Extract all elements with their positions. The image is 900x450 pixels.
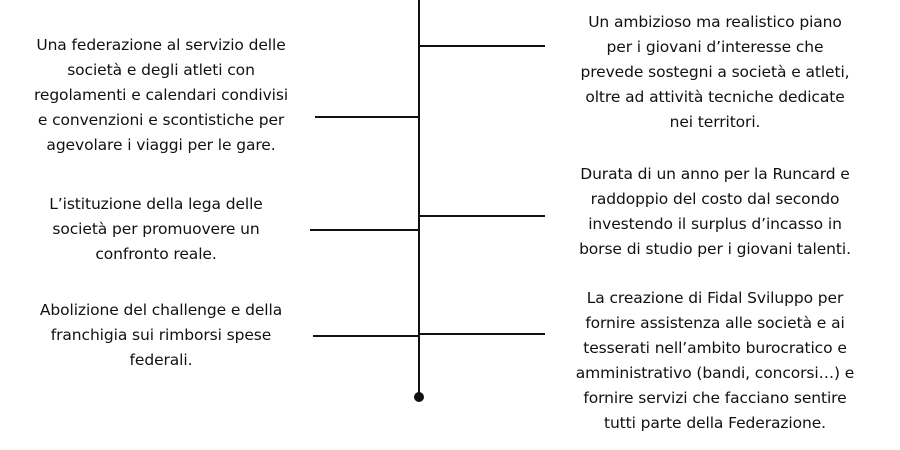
text-line: fornire servizi che facciano sentire [583,389,847,407]
text-line: società per promuovere un [52,220,260,238]
text-line: regolamenti e calendari condivisi [33,86,289,104]
text-line: tutti parte della Federazione. [603,414,826,432]
right-item-2 [548,162,882,262]
timeline-end-dot [414,392,424,402]
text-line: raddoppio del costo dal secondo [590,190,840,208]
text-line: La creazione di Fidal Sviluppo per [586,289,844,307]
text-line: oltre ad attività tecniche dedicate [585,88,845,106]
text-line: Un ambizioso ma realistico piano [588,13,842,31]
text-line: Durata di un anno per la Runcard e [580,165,850,183]
left-item-3 [6,298,316,373]
text-line: prevede sostegni a società e atleti, [580,63,850,81]
right-item-3 [548,286,882,436]
text-line: L’istituzione della lega delle [49,195,263,213]
text-line: Una federazione al servizio delle [36,36,286,54]
right-item-1 [548,10,882,135]
left-item-2 [6,192,306,267]
text-line: fornire assistenza alle società e ai [585,314,845,332]
text-line: amministrativo (bandi, concorsi…) e [575,364,855,382]
text-line: società e degli atleti con [67,61,255,79]
text-line: tesserati nell’ambito burocratico e [583,339,847,357]
text-line: confronto reale. [95,245,217,263]
text-line: nei territori. [669,113,761,131]
text-line: per i giovani d’interesse che [606,38,824,56]
text-line: Abolizione del challenge e della [39,301,283,319]
text-line: agevolare i viaggi per le gare. [46,136,276,154]
text-line: franchigia sui rimborsi spese [50,326,272,344]
text-line: federali. [129,351,193,369]
left-item-1 [6,33,316,158]
text-line: e convenzioni e scontistiche per [37,111,285,129]
text-line: investendo il surplus d’incasso in [588,215,842,233]
text-line: borse di studio per i giovani talenti. [579,240,851,258]
